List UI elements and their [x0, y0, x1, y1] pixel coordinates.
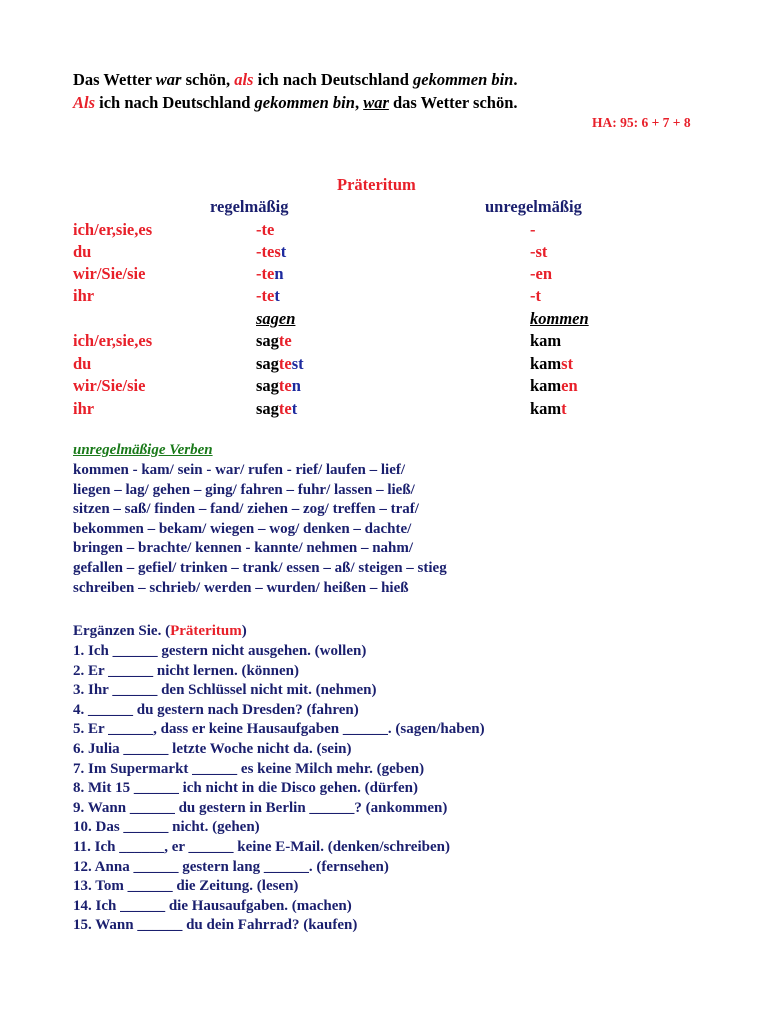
stem: sag [256, 354, 279, 373]
personal-ending: st [291, 354, 304, 373]
ending: te [278, 354, 292, 373]
conjunction-als: Als [73, 93, 96, 112]
stem: kam [530, 376, 562, 395]
conjugation-irregular [530, 399, 567, 419]
exercise-item: 5. Er ______, dass er keine Hausaufgaben ______. (sagen/haben) [73, 721, 485, 738]
ending: te [278, 376, 292, 395]
verb-line: schreiben – schrieb/ werden – wurden/ heißen – hieß [73, 579, 409, 596]
ending-personal: t [280, 242, 287, 261]
personal-ending: t [291, 399, 298, 418]
column-header-irregular: unregelmäßig [485, 197, 582, 216]
ending-personal: t [274, 286, 280, 305]
text: . [513, 70, 518, 89]
ending-irregular: -t [530, 286, 541, 305]
ending-regular [256, 264, 284, 284]
conjunction-als: als [234, 70, 254, 89]
pronoun-wir-sie-sie: wir/Sie/sie [73, 376, 146, 395]
ending: te [278, 399, 292, 418]
exercise-item: 11. Ich ______, er ______ keine E-Mail. (denken/schreiben) [73, 838, 450, 855]
text: Ergänzen Sie. ( [73, 623, 171, 639]
stem: kam [530, 331, 562, 350]
ending-personal: n [274, 264, 284, 283]
ending: st [561, 354, 574, 373]
exercise-item: 2. Er ______ nicht lernen. (können) [73, 662, 299, 679]
exercise-item: 9. Wann ______ du gestern in Berlin ______? (ankommen) [73, 799, 448, 816]
pronoun-ich-er-sie-es: ich/er,sie,es [73, 331, 153, 350]
personal-ending: n [291, 376, 301, 395]
stem: sag [256, 331, 279, 350]
tense-label: Präteritum [170, 623, 242, 639]
ending-part: -tes [256, 242, 281, 261]
stem: sag [256, 399, 279, 418]
pronoun-wir-sie-sie: wir/Sie/sie [73, 264, 146, 283]
example-verb-irregular: kommen [530, 309, 589, 328]
stem: kam [530, 399, 562, 418]
ending-regular [256, 286, 280, 306]
ending-irregular: -en [530, 264, 552, 283]
ending-part: -te [256, 286, 275, 305]
stem: kam [530, 354, 562, 373]
example-verb-regular: sagen [256, 309, 296, 328]
text: das Wetter schön. [388, 93, 518, 112]
verb-gekommen-bin: gekommen bin [254, 93, 355, 112]
intro-sentence-1 [73, 70, 518, 90]
exercise-item: 10. Das ______ nicht. (gehen) [73, 819, 260, 836]
column-header-regular: regelmäßig [210, 197, 289, 216]
ending-regular [256, 242, 286, 262]
pronoun-ich-er-sie-es: ich/er,sie,es [73, 220, 153, 239]
pronoun-du: du [73, 242, 92, 261]
text: ) [241, 623, 247, 639]
ending-regular [256, 220, 274, 240]
conjugation-irregular [530, 376, 578, 396]
exercise-item: 12. Anna ______ gestern lang ______. (fernsehen) [73, 858, 389, 875]
verb-gekommen-bin: gekommen bin [413, 70, 514, 89]
exercise-item: 13. Tom ______ die Zeitung. (lesen) [73, 878, 299, 895]
homework-note: HA: 95: 6 + 7 + 8 [592, 115, 691, 130]
pronoun-ihr: ihr [73, 399, 95, 418]
exercise-item: 14. Ich ______ die Hausaufgaben. (machen) [73, 897, 352, 914]
exercise-item: 3. Ihr ______ den Schlüssel nicht mit. (nehmen) [73, 682, 377, 699]
verb-line: sitzen – saß/ finden – fand/ ziehen – zog/ treffen – traf/ [73, 501, 419, 518]
text: , [354, 93, 364, 112]
exercise-instruction [73, 623, 247, 640]
verb-line: kommen - kam/ sein - war/ rufen - rief/ laufen – lief/ [73, 462, 406, 478]
intro-sentence-2 [73, 93, 518, 113]
ending-part: -te [256, 264, 275, 283]
verb-line: liegen – lag/ gehen – ging/ fahren – fuhr/ lassen – ließ/ [73, 481, 415, 498]
conjugation-regular [256, 399, 297, 419]
verb-war: war [155, 70, 182, 89]
verb-line: bekommen – bekam/ wiegen – wog/ denken – dachte/ [73, 520, 412, 537]
text: Das Wetter [73, 70, 156, 89]
conjugation-regular [256, 376, 301, 396]
text: schön, [181, 70, 235, 89]
conjugation-irregular [530, 354, 573, 374]
irregular-verbs-heading: unregelmäßige Verben [73, 442, 213, 458]
exercise-item: 1. Ich ______ gestern nicht ausgehen. (wollen) [73, 643, 367, 659]
ending-irregular: - [530, 220, 536, 239]
stem: sag [256, 376, 279, 395]
pronoun-du: du [73, 354, 92, 373]
exercise-item: 7. Im Supermarkt ______ es keine Milch mehr. (geben) [73, 760, 425, 777]
verb-line: bringen – brachte/ kennen - kannte/ nehmen – nahm/ [73, 540, 414, 557]
exercise-item: 8. Mit 15 ______ ich nicht in die Disco gehen. (dürfen) [73, 780, 418, 797]
grammar-title: Präteritum [337, 175, 416, 194]
ending-irregular: -st [530, 242, 548, 261]
verb-line: gefallen – gefiel/ trinken – trank/ essen – aß/ steigen – stieg [73, 559, 447, 576]
pronoun-ihr: ihr [73, 286, 95, 305]
ending: te [278, 331, 292, 350]
exercise-item: 6. Julia ______ letzte Woche nicht da. (sein) [73, 740, 352, 757]
exercise-item: 4. ______ du gestern nach Dresden? (fahren) [73, 701, 359, 718]
ending-part: -te [256, 220, 275, 239]
conjugation-regular [256, 354, 304, 374]
text: ich nach Deutschland [253, 70, 414, 89]
exercise-list [73, 642, 485, 936]
text: ich nach Deutschland [95, 93, 255, 112]
conjugation-regular [256, 331, 292, 351]
ending: t [561, 399, 567, 418]
verb-war: war [363, 93, 389, 112]
ending: en [561, 376, 578, 395]
irregular-verbs-list [73, 461, 447, 598]
exercise-item: 15. Wann ______ du dein Fahrrad? (kaufen) [73, 917, 358, 934]
conjugation-irregular [530, 331, 561, 351]
